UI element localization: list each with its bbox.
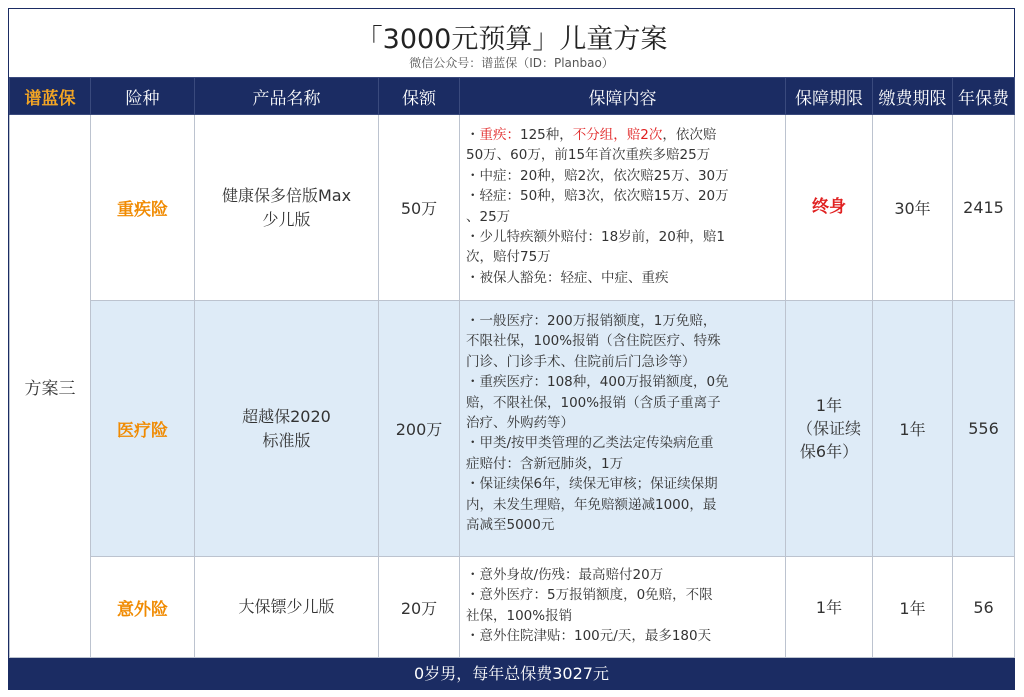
coverage-line: 症赔付：含新冠肺炎，1万 bbox=[466, 455, 624, 472]
table-row bbox=[10, 301, 1015, 557]
header-pay: 缴费期限 bbox=[873, 78, 953, 115]
header-coverage: 保障内容 bbox=[460, 78, 786, 115]
header-period: 保障期限 bbox=[786, 78, 873, 115]
coverage-line: ・少儿特疾额外赔付：18岁前，20种，赔1 bbox=[466, 229, 725, 246]
coverage-line: 、25万 bbox=[466, 208, 511, 225]
annual-premium: 2415 bbox=[953, 115, 1015, 301]
coverage-line: ・中症：20种，赔2次，依次赔25万、30万 bbox=[466, 167, 729, 184]
plan-sheet bbox=[8, 8, 1015, 690]
page-subtitle: 微信公众号：谱蓝保（ID：Planbao） bbox=[409, 56, 614, 70]
payment-period: 30年 bbox=[873, 115, 953, 301]
insurance-type: 医疗险 bbox=[91, 301, 195, 557]
coverage-line: ・意外身故/伤残：最高赔付20万 bbox=[466, 567, 664, 583]
coverage-line: 治疗、外购药等） bbox=[466, 415, 574, 432]
coverage-line: ・意外住院津贴：100元/天，最多180天 bbox=[466, 628, 712, 645]
coverage-line: ・保证续保6年，续保无审核；保证续保期 bbox=[466, 476, 718, 493]
coverage-line: 门诊、门诊手术、住院前后门急诊等） bbox=[466, 353, 696, 370]
coverage-line: ・甲类/按甲类管理的乙类法定传染病危重 bbox=[466, 435, 714, 452]
annual-premium: 56 bbox=[953, 557, 1015, 658]
header-brand: 谱蓝保 bbox=[10, 78, 91, 115]
title-block bbox=[9, 9, 1014, 77]
coverage-line: 次，赔付75万 bbox=[466, 249, 551, 266]
coverage-line: 赔，不限社保，100%报销（含质子重离子 bbox=[466, 394, 721, 411]
coverage-amount: 50万 bbox=[379, 115, 460, 301]
header-premium: 年保费 bbox=[953, 78, 1015, 115]
table-row bbox=[10, 557, 1015, 658]
coverage-line: ・重疾：125种，不分组，赔2次，依次赔 bbox=[466, 127, 717, 143]
coverage-line: ・重疾医疗：108种，400万报销额度，0免 bbox=[466, 374, 729, 391]
payment-period: 1年 bbox=[873, 557, 953, 658]
insurance-type: 意外险 bbox=[91, 557, 195, 658]
product-name: 健康保多倍版Max 少儿版 bbox=[195, 115, 379, 301]
coverage-line: ・意外医疗：5万报销额度，0免赔，不限 bbox=[466, 587, 713, 604]
coverage-line: 内，未发生理赔，年免赔额递减1000，最 bbox=[466, 496, 717, 513]
coverage-line: 50万、60万，前15年首次重疾多赔25万 bbox=[466, 147, 711, 164]
coverage-content bbox=[460, 115, 786, 301]
table-row bbox=[10, 115, 1015, 301]
coverage-period: 1年 bbox=[786, 557, 873, 658]
insurance-type: 重疾险 bbox=[91, 115, 195, 301]
coverage-content bbox=[460, 301, 786, 557]
coverage-line: 社保，100%报销 bbox=[466, 607, 573, 624]
plan-table bbox=[9, 77, 1015, 658]
coverage-line: ・被保人豁免：轻症、中症、重疾 bbox=[466, 269, 669, 286]
coverage-content bbox=[460, 557, 786, 658]
plan-label: 方案三 bbox=[10, 115, 91, 658]
total-premium-footer: 0岁男，每年总保费3027元 bbox=[9, 658, 1014, 689]
coverage-line: ・轻症：50种，赔3次，依次赔15万、20万 bbox=[466, 188, 729, 205]
product-name: 大保镖少儿版 bbox=[195, 557, 379, 658]
payment-period: 1年 bbox=[873, 301, 953, 557]
coverage-line: 高减至5000元 bbox=[466, 517, 555, 534]
table-header-row bbox=[10, 78, 1015, 115]
product-name: 超越保2020 标准版 bbox=[195, 301, 379, 557]
coverage-line: ・一般医疗：200万报销额度，1万免赔， bbox=[466, 313, 717, 329]
annual-premium: 556 bbox=[953, 301, 1015, 557]
coverage-amount: 20万 bbox=[379, 557, 460, 658]
coverage-period: 终身 bbox=[786, 115, 873, 301]
header-product: 产品名称 bbox=[195, 78, 379, 115]
coverage-period: 1年 （保证续 保6年） bbox=[786, 301, 873, 557]
coverage-line: 不限社保，100%报销（含住院医疗、特殊 bbox=[466, 333, 721, 350]
page-title: 「3000元预算」儿童方案 bbox=[355, 24, 668, 55]
coverage-amount: 200万 bbox=[379, 301, 460, 557]
header-amount: 保额 bbox=[379, 78, 460, 115]
header-type: 险种 bbox=[91, 78, 195, 115]
